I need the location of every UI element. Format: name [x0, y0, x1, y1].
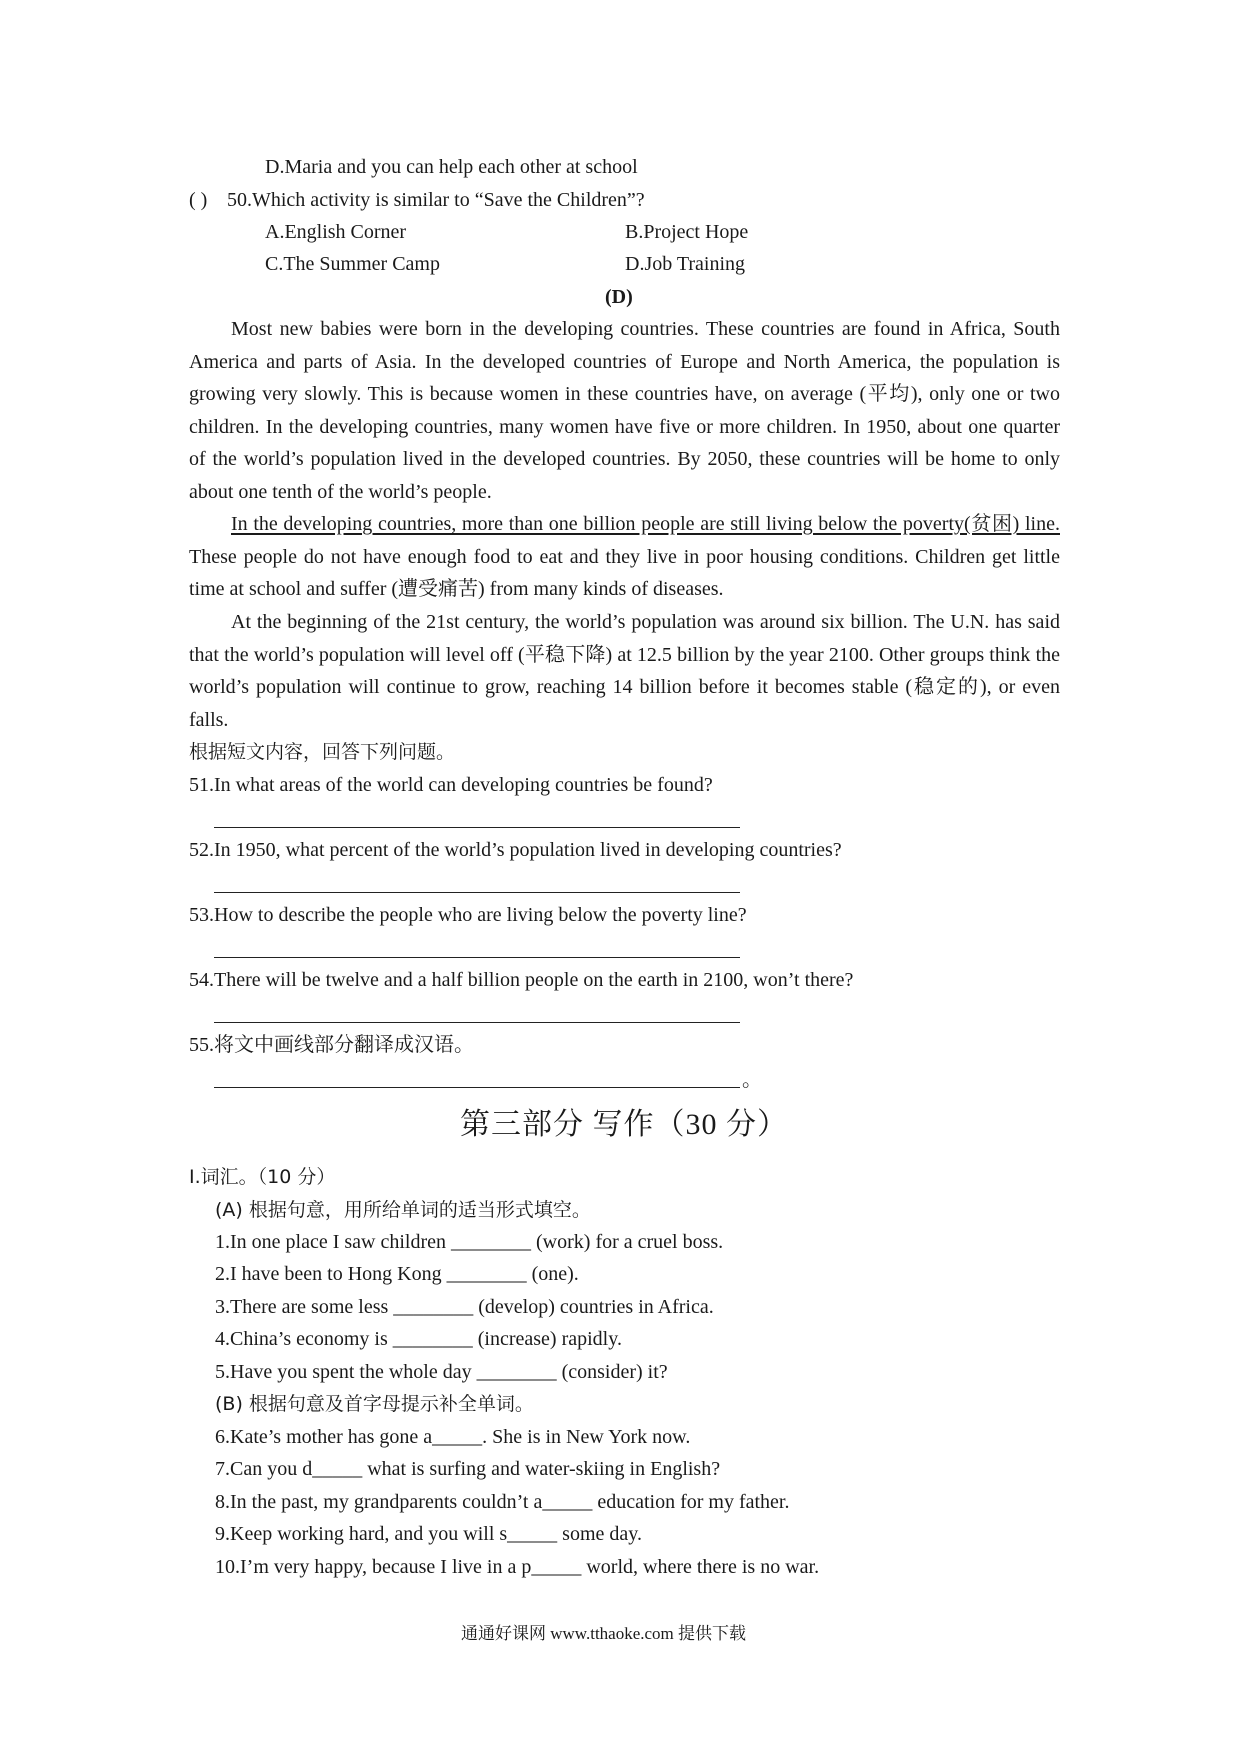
question-55: 55.将文中画线部分翻译成汉语。 — [189, 1034, 474, 1056]
item-2: 2.I have been to Hong Kong ________ (one). — [215, 1263, 579, 1285]
item-4: 4.China’s economy is ________ (increase) rapidly. — [215, 1328, 622, 1350]
q50-answer-paren: ( ) — [189, 189, 208, 211]
answer-line-51 — [214, 827, 740, 828]
page-footer: 通通好课网 www.tthaoke.com 提供下载 — [461, 1624, 747, 1643]
passage-d-instruction: 根据短文内容，回答下列问题。 — [189, 741, 456, 763]
item-1: 1.In one place I saw children ________ (work) for a cruel boss. — [215, 1231, 724, 1253]
passage-d-paragraph-1: Most new babies were born in the developing countries. These countries are found in Africa, South America and parts of Asia. In the developed countries of Europe and North America, the population is growing very slowly. This is because women in these countries have, on average (平均), only one or two children. In the developing countries, many women have five or more children. In 1950, about one quarter of the world’s population lived in the developed countries. By 2050, these countries will be home to only about one tenth of the world’s people. — [189, 318, 1060, 503]
passage-d-paragraph-2 — [189, 508, 1060, 606]
item-9: 9.Keep working hard, and you will s_____ some day. — [215, 1523, 642, 1545]
answer-line-55 — [214, 1087, 740, 1088]
item-10: 10.I’m very happy, because I live in a p_____ world, where there is no war. — [215, 1556, 820, 1578]
answer-line-54 — [214, 1022, 740, 1023]
item-5: 5.Have you spent the whole day ________ (consider) it? — [215, 1361, 668, 1383]
section-1-heading: Ⅰ.词汇。（10 分） — [189, 1166, 336, 1188]
question-53: 53.How to describe the people who are living below the poverty line? — [189, 904, 747, 926]
item-8: 8.In the past, my grandparents couldn’t a_____ education for my father. — [215, 1491, 790, 1513]
passage-d-label: (D) — [605, 286, 633, 308]
passage-d-paragraph-3: At the beginning of the 21st century, the world’s population was around six billion. The U.N. has said that the world’s population will level off (平稳下降) at 12.5 billion by the year 2100. Other groups think the world’s population will continue to grow, reaching 14 billion before it becomes stable (稳定的), or even falls. — [189, 611, 1060, 731]
underlined-sentence: In the developing countries, more than one billion people are still living below the poverty(贫困) line. — [231, 513, 1060, 535]
sub-b-instruction: (B) 根据句意及首字母提示补全单词。 — [215, 1393, 534, 1415]
item-3: 3.There are some less ________ (develop) countries in Africa. — [215, 1296, 714, 1318]
item-7: 7.Can you d_____ what is surfing and water-skiing in English? — [215, 1458, 721, 1480]
item-6: 6.Kate’s mother has gone a_____. She is in New York now. — [215, 1426, 691, 1448]
question-52: 52.In 1950, what percent of the world’s population lived in developing countries? — [189, 839, 842, 861]
answer-line-52 — [214, 892, 740, 893]
q50-question: 50.Which activity is similar to “Save the Children”? — [227, 189, 645, 211]
part-3-title: 第三部分 写作（30 分） — [460, 1108, 788, 1141]
q50-option-b: B.Project Hope — [625, 221, 749, 243]
q49-option-d: D.Maria and you can help each other at school — [265, 156, 638, 178]
answer-line-53 — [214, 957, 740, 958]
q50-option-c: C.The Summer Camp — [265, 253, 440, 275]
question-54: 54.There will be twelve and a half billion people on the earth in 2100, won’t there? — [189, 969, 854, 991]
sub-a-instruction: (A) 根据句意，用所给单词的适当形式填空。 — [215, 1199, 591, 1221]
paragraph-2-rest: These people do not have enough food to eat and they live in poor housing conditions. Children get little time at school and suffer (遭受痛苦) from many kinds of diseases. — [189, 545, 1060, 601]
answer-line-55-end-mark: 。 — [742, 1069, 762, 1091]
q50-option-d: D.Job Training — [625, 253, 746, 275]
q50-option-a: A.English Corner — [265, 221, 407, 243]
question-51: 51.In what areas of the world can developing countries be found? — [189, 774, 713, 796]
